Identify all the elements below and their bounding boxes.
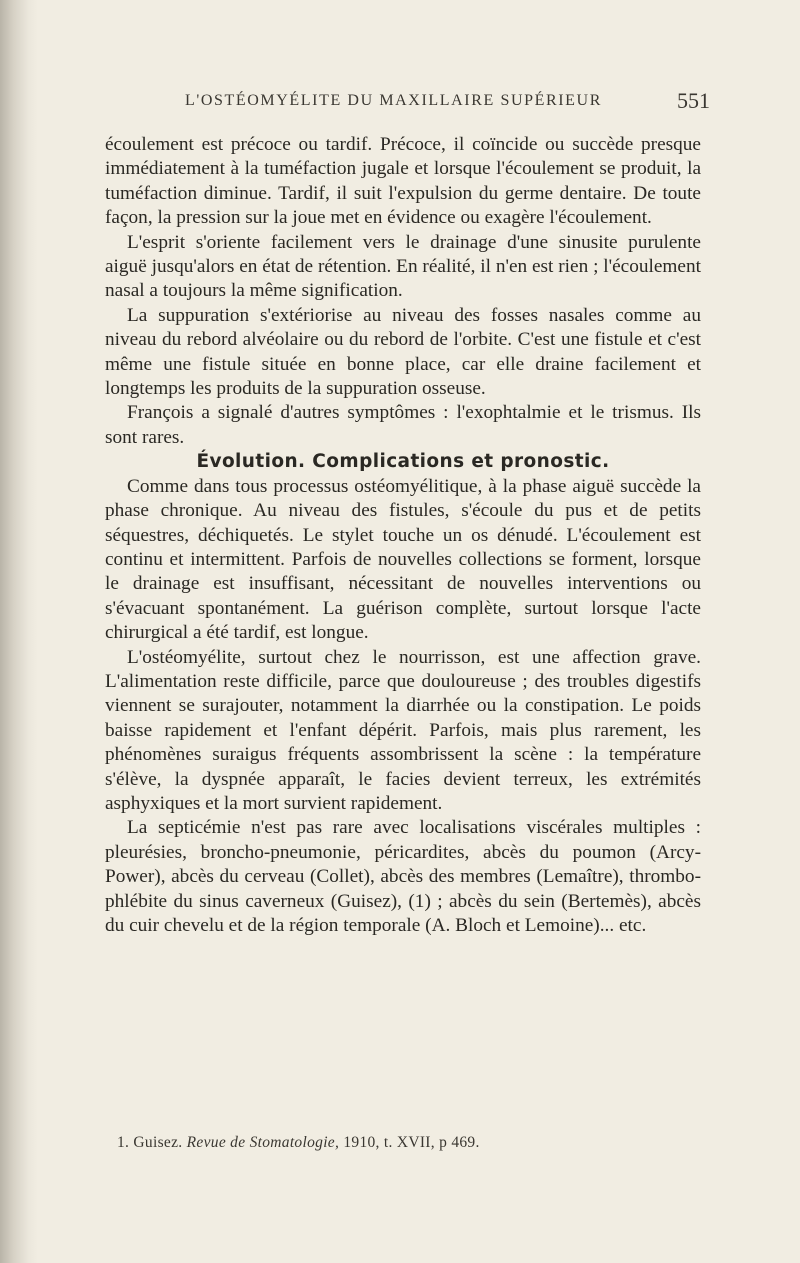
paragraph: La suppuration s'extériorise au niveau des fosses nasales comme au niveau du rebord alvéolaire ou du rebord de l'orbite. C'est une fistule et c'est même une fistule située en bonne place, car elle draine facilement et longtemps les produits de la suppuration osseuse. [105,304,701,400]
paragraph: écoulement est précoce ou tardif. Précoce, il coïncide ou succède presque immédiatement à la tuméfaction jugale et lorsque l'écoulement se produit, la tuméfaction diminue. Tardif, il suit l'expulsion du germe dentaire. De toute façon, la pression sur la joue met en évidence ou exagère l'écoulement. [105,134,701,229]
paragraph: La septicémie n'est pas rare avec localisations viscérales multiples : pleurésies, broncho-pneumonie, péricardites, abcès du poumon (Arcy-Power), abcès du cerveau (Collet), abcès des membres (Lemaître), thrombo-phlébite du sinus caverneux (Guisez), (1) ; abcès du sein (Bertemès), abcès du cuir chevelu et de la région temporale (A. Bloch et Lemoine)... etc. [105,817,701,936]
running-head: L'OSTÉOMYÉLITE DU MAXILLAIRE SUPÉRIEUR [185,92,602,109]
page-number: 551 [677,88,710,113]
paragraph: Comme dans tous processus ostéomyélitique, à la phase aiguë succède la phase chronique. Au niveau des fistules, s'écoule du pus et de petits séquestres, déchiquetés. Le stylet touche un os dénudé. L'écoulement est continu et intermittent. Parfois de nouvelles collections se forment, lorsque le drainage est insuffisant, nécessitant de nouvelles interventions ou s'évacuant spontanément. La guérison complète, surtout lorsque l'acte chirurgical a été tardif, est longue. [105,475,701,644]
paragraph: L'esprit s'oriente facilement vers le drainage d'une sinusite purulente aiguë jusqu'alors en état de rétention. En réalité, il n'en est rien ; l'écoulement nasal a toujours la même signification. [105,231,701,302]
footnote [117,1134,480,1152]
page-binding-shadow [0,0,38,1263]
footnote-reference: 1910, t. XVII, p 469. [343,1134,480,1151]
page-header [105,88,710,118]
footnote-marker: 1. [117,1134,130,1151]
section-heading: Évolution. Complications et pronostic. [196,451,610,473]
paragraph: François a signalé d'autres symptômes : l'exophtalmie et le trismus. Ils sont rares. [105,402,701,448]
paragraph: L'ostéomyélite, surtout chez le nourrisson, est une affection grave. L'alimentation reste difficile, parce que douloureuse ; des troubles digestifs viennent se surajouter, notamment la diarrhée ou la constipation. Le poids baisse rapidement et l'enfant dépérit. Parfois, mais plus rarement, les phénomènes suraigus fréquents assombrissent la scène : la température s'élève, la dyspnée apparaît, le facies devient terreux, les extrémités asphyxiques et la mort survient rapidement. [105,646,701,814]
footnote-author: Guisez. [133,1134,183,1151]
footnote-journal: Revue de Stomatologie, [186,1134,340,1151]
body-text [105,133,701,938]
